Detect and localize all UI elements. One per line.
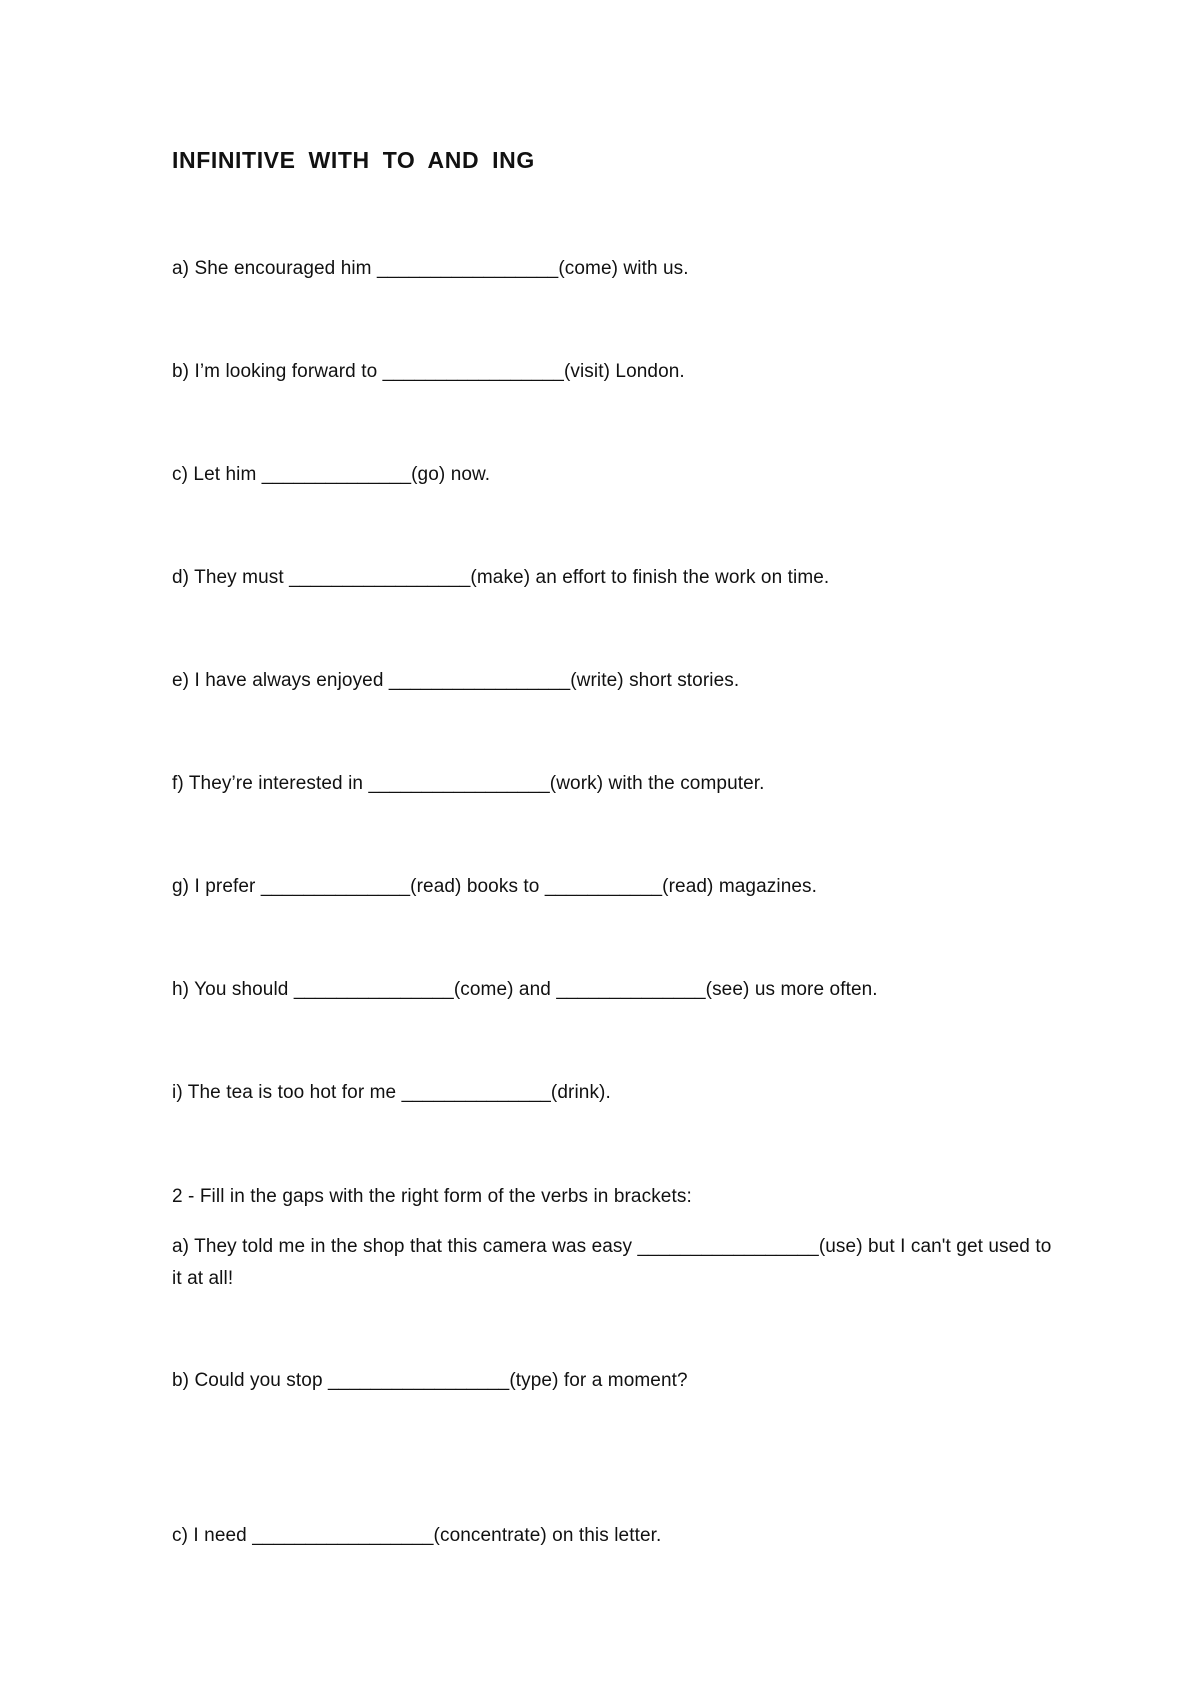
section-2-item-b: b) Could you stop _________________(type) for a moment? <box>172 1370 688 1391</box>
exercise-b: b) I’m looking forward to _________________(visit) London. <box>172 361 685 382</box>
exercise-d: d) They must _________________(make) an effort to finish the work on time. <box>172 567 830 588</box>
exercise-f: f) They’re interested in _________________(work) with the computer. <box>172 773 765 794</box>
section-2-heading: 2 - Fill in the gaps with the right form of the verbs in brackets: <box>172 1186 692 1207</box>
worksheet-title: INFINITIVE WITH TO AND ING <box>172 147 535 173</box>
exercise-a: a) She encouraged him _________________(come) with us. <box>172 258 689 279</box>
exercise-i: i) The tea is too hot for me ______________(drink). <box>172 1082 611 1103</box>
exercise-c: c) Let him ______________(go) now. <box>172 464 491 485</box>
exercise-g: g) I prefer ______________(read) books to ___________(read) magazines. <box>172 876 818 897</box>
exercise-e: e) I have always enjoyed _________________(write) short stories. <box>172 670 740 691</box>
section-2-item-a: a) They told me in the shop that this camera was easy _________________(use) but I can't get used to it at all! <box>172 1236 1052 1289</box>
section-2-item-c: c) I need _________________(concentrate) on this letter. <box>172 1525 662 1546</box>
exercise-h: h) You should _______________(come) and ______________(see) us more often. <box>172 979 878 1000</box>
